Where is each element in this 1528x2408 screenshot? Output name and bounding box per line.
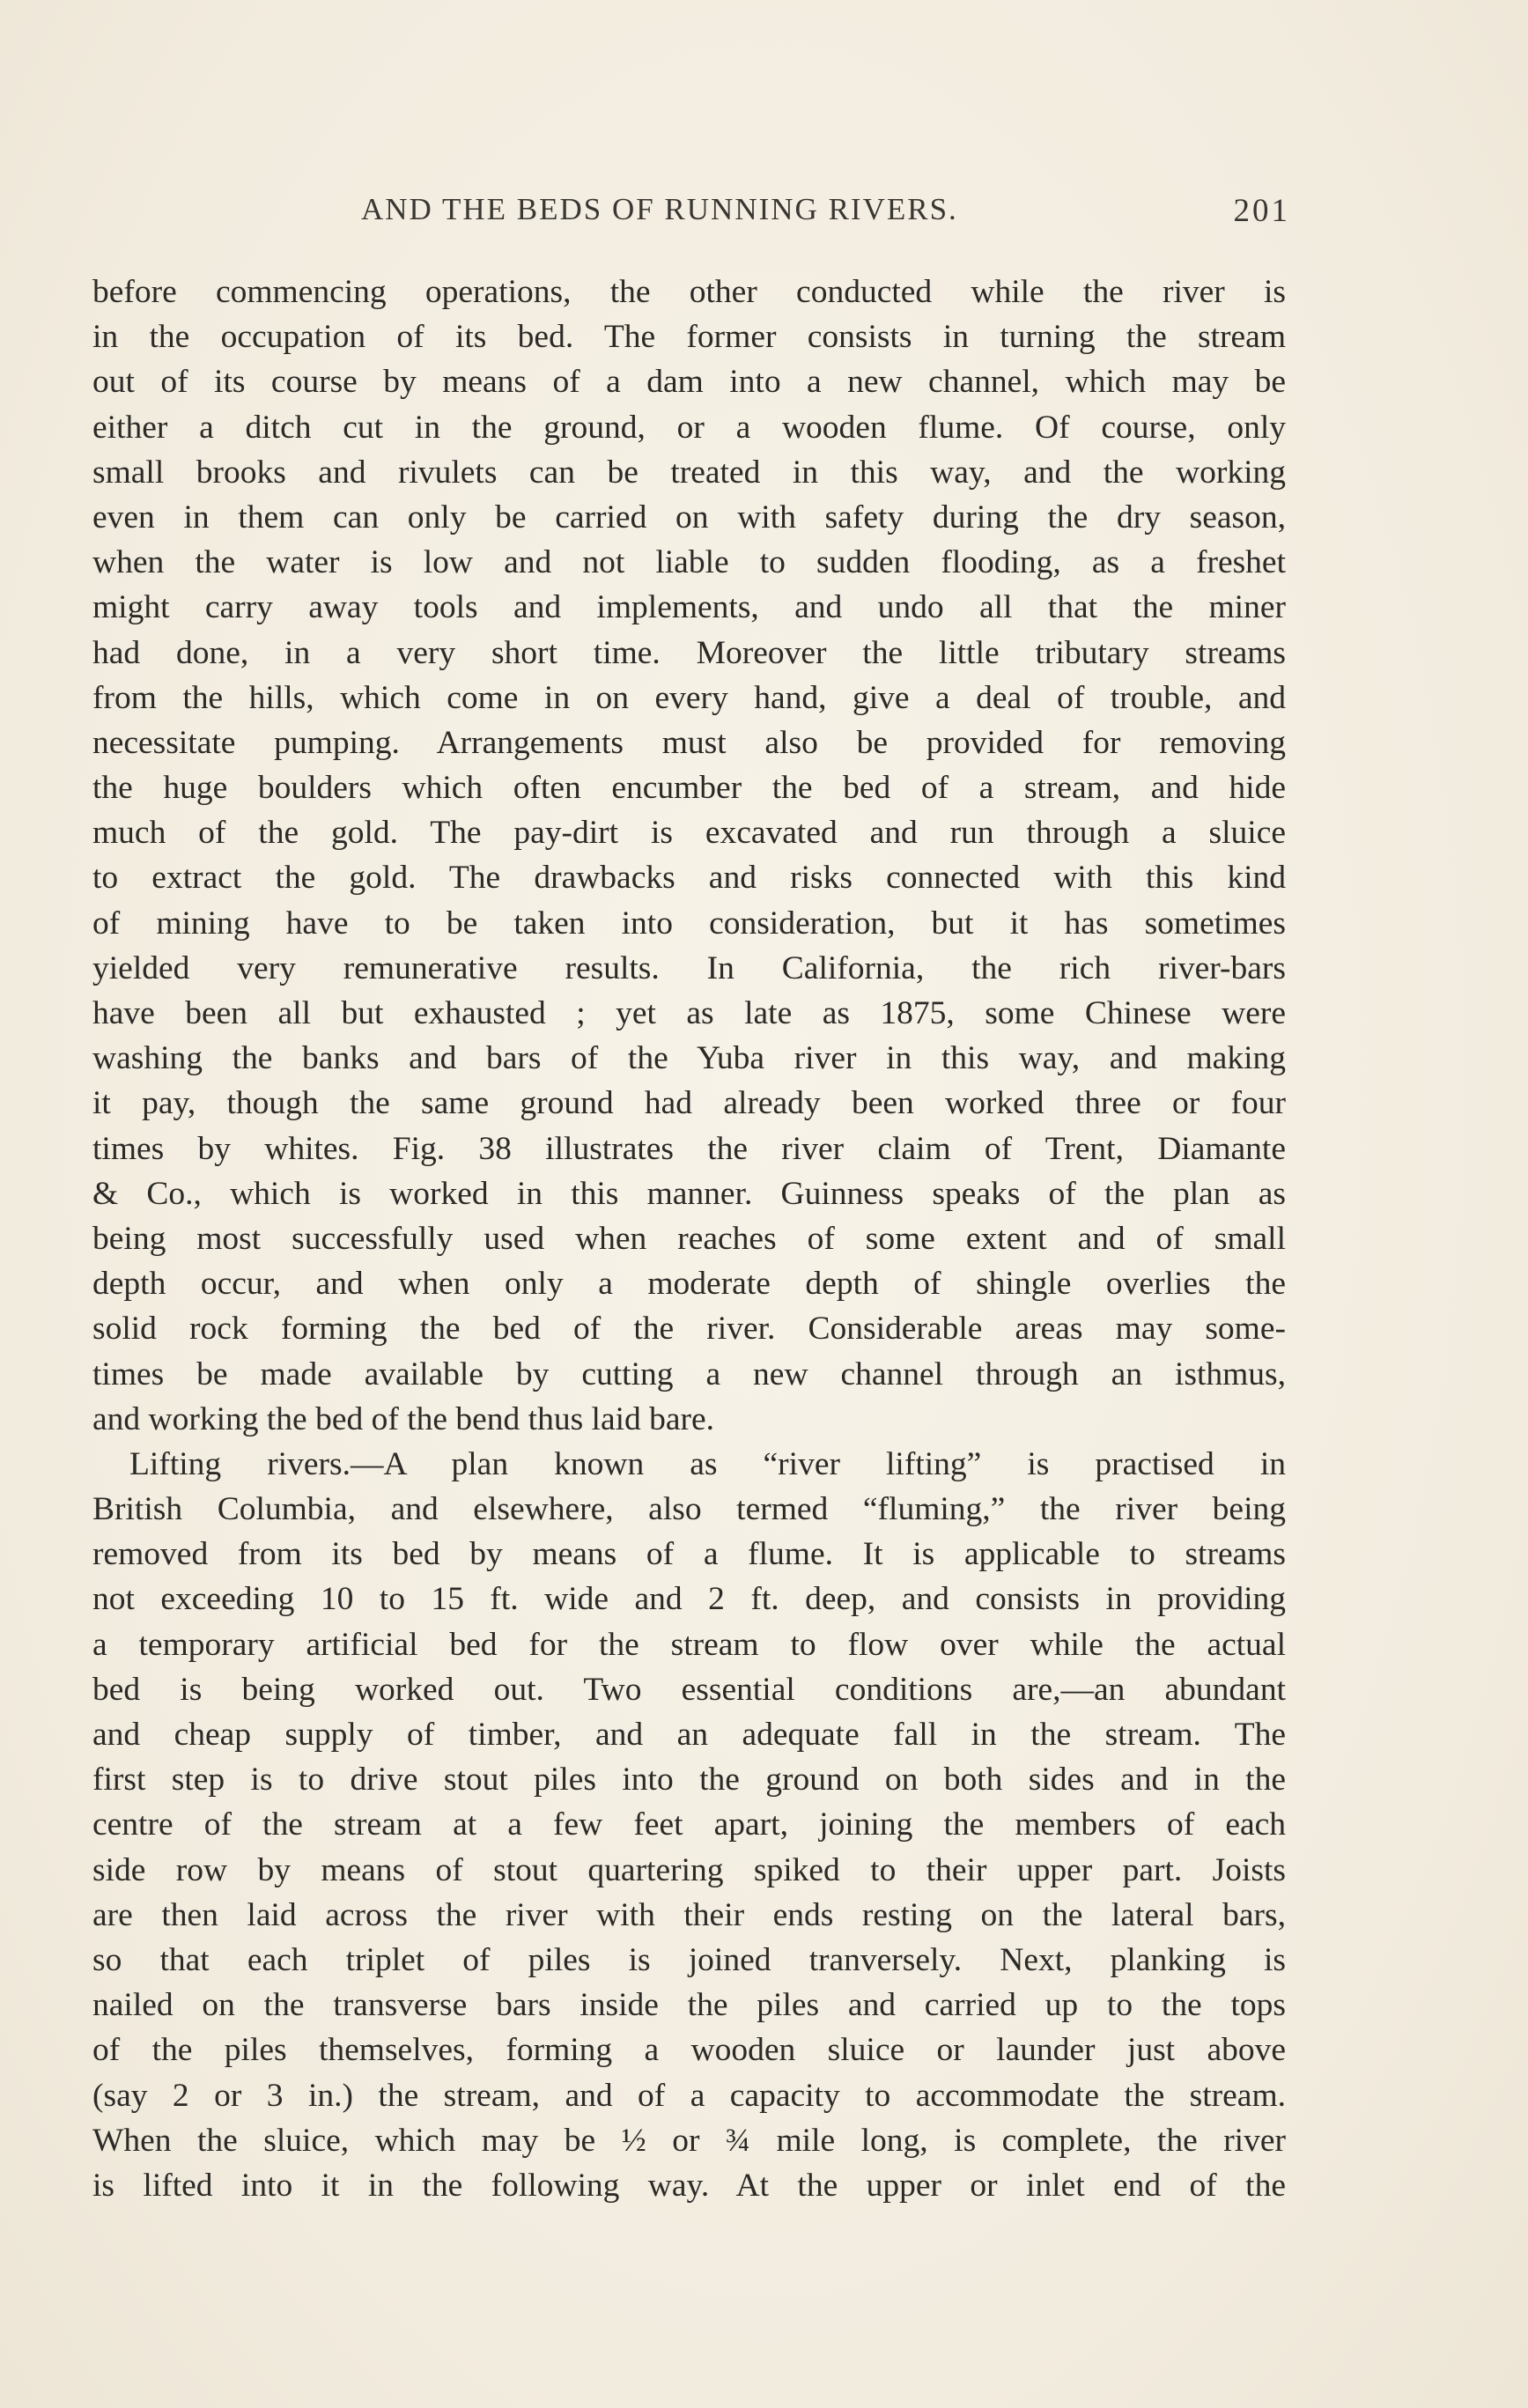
text-line: times be made available by cutting a new channel through an isthmus, <box>92 1355 1286 1392</box>
text-line: British Columbia, and elsewhere, also termed “fluming,” the river being <box>92 1491 1286 1528</box>
text-line: side row by means of stout quartering spiked to their upper part. Joists <box>92 1851 1286 1888</box>
text-line: have been all but exhausted ; yet as late as 1875, some Chinese were <box>92 995 1286 1031</box>
text-line: necessitate pumping. Arrangements must also be provided for removing <box>92 724 1286 761</box>
paragraph-start-line: Lifting rivers.—A plan known as “river lifting” is practised in <box>129 1445 1286 1482</box>
text-line: solid rock forming the bed of the river. Considerable areas may some- <box>92 1311 1286 1348</box>
text-line: and cheap supply of timber, and an adequate fall in the stream. The <box>92 1717 1286 1753</box>
text-line: small brooks and rivulets can be treated in this way, and the working <box>92 454 1286 491</box>
text-line: it pay, though the same ground had already been worked three or four <box>92 1085 1286 1122</box>
text-line: of mining have to be taken into consideration, but it has sometimes <box>92 905 1286 942</box>
text-line: removed from its bed by means of a flume. It is applicable to streams <box>92 1536 1286 1573</box>
text-line: so that each triplet of piles is joined tranversely. Next, planking is <box>92 1941 1286 1978</box>
paragraph-end-line: and working the bed of the bend thus laid bare. <box>92 1400 715 1437</box>
text-line: & Co., which is worked in this manner. Guinness speaks of the plan as <box>92 1175 1286 1212</box>
body-text <box>92 270 1286 2208</box>
text-line: from the hills, which come in on every hand, give a deal of trouble, and <box>92 679 1286 716</box>
text-line: yielded very remunerative results. In California, the rich river-bars <box>92 949 1286 986</box>
text-line: is lifted into it in the following way. At the upper or inlet end of the <box>92 2167 1286 2204</box>
text-line: not exceeding 10 to 15 ft. wide and 2 ft. deep, and consists in providing <box>92 1581 1286 1618</box>
text-line: had done, in a very short time. Moreover the little tributary streams <box>92 634 1286 671</box>
text-line: bed is being worked out. Two essential conditions are,—an abundant <box>92 1671 1286 1708</box>
text-line: much of the gold. The pay-dirt is excavated and run through a sluice <box>92 815 1286 852</box>
text-line: even in them can only be carried on with safety during the dry season, <box>92 499 1286 536</box>
text-line: in the occupation of its bed. The former consists in turning the stream <box>92 319 1286 356</box>
text-line: (say 2 or 3 in.) the stream, and of a capacity to accommodate the stream. <box>92 2077 1286 2114</box>
text-line: nailed on the transverse bars inside the piles and carried up to the tops <box>92 1987 1286 2024</box>
text-line: a temporary artificial bed for the stream to flow over while the actual <box>92 1626 1286 1663</box>
text-line: the huge boulders which often encumber the bed of a stream, and hide <box>92 770 1286 807</box>
text-line: out of its course by means of a dam into a new channel, which may be <box>92 364 1286 401</box>
running-head <box>92 192 1290 236</box>
running-title: AND THE BEDS OF RUNNING RIVERS. <box>361 192 958 226</box>
text-line: might carry away tools and implements, and undo all that the miner <box>92 589 1286 626</box>
text-line: of the piles themselves, forming a wooden sluice or launder just above <box>92 2032 1286 2069</box>
text-line: are then laid across the river with their ends resting on the lateral bars, <box>92 1896 1286 1933</box>
text-line: before commencing operations, the other conducted while the river is <box>92 274 1286 310</box>
text-line: times by whites. Fig. 38 illustrates the river claim of Trent, Diamante <box>92 1130 1286 1167</box>
text-line: either a ditch cut in the ground, or a wooden flume. Of course, only <box>92 409 1286 446</box>
text-line: When the sluice, which may be ½ or ¾ mile long, is complete, the river <box>92 2122 1286 2159</box>
text-line: first step is to drive stout piles into the ground on both sides and in the <box>92 1762 1286 1799</box>
text-line: depth occur, and when only a moderate depth of shingle overlies the <box>92 1266 1286 1303</box>
text-line: washing the banks and bars of the Yuba river in this way, and making <box>92 1040 1286 1077</box>
text-line: to extract the gold. The drawbacks and risks connected with this kind <box>92 860 1286 897</box>
text-line: centre of the stream at a few feet apart, joining the members of each <box>92 1806 1286 1843</box>
page-number: 201 <box>1233 193 1290 229</box>
text-line: when the water is low and not liable to sudden flooding, as a freshet <box>92 544 1286 581</box>
text-line: being most successfully used when reaches of some extent and of small <box>92 1220 1286 1257</box>
